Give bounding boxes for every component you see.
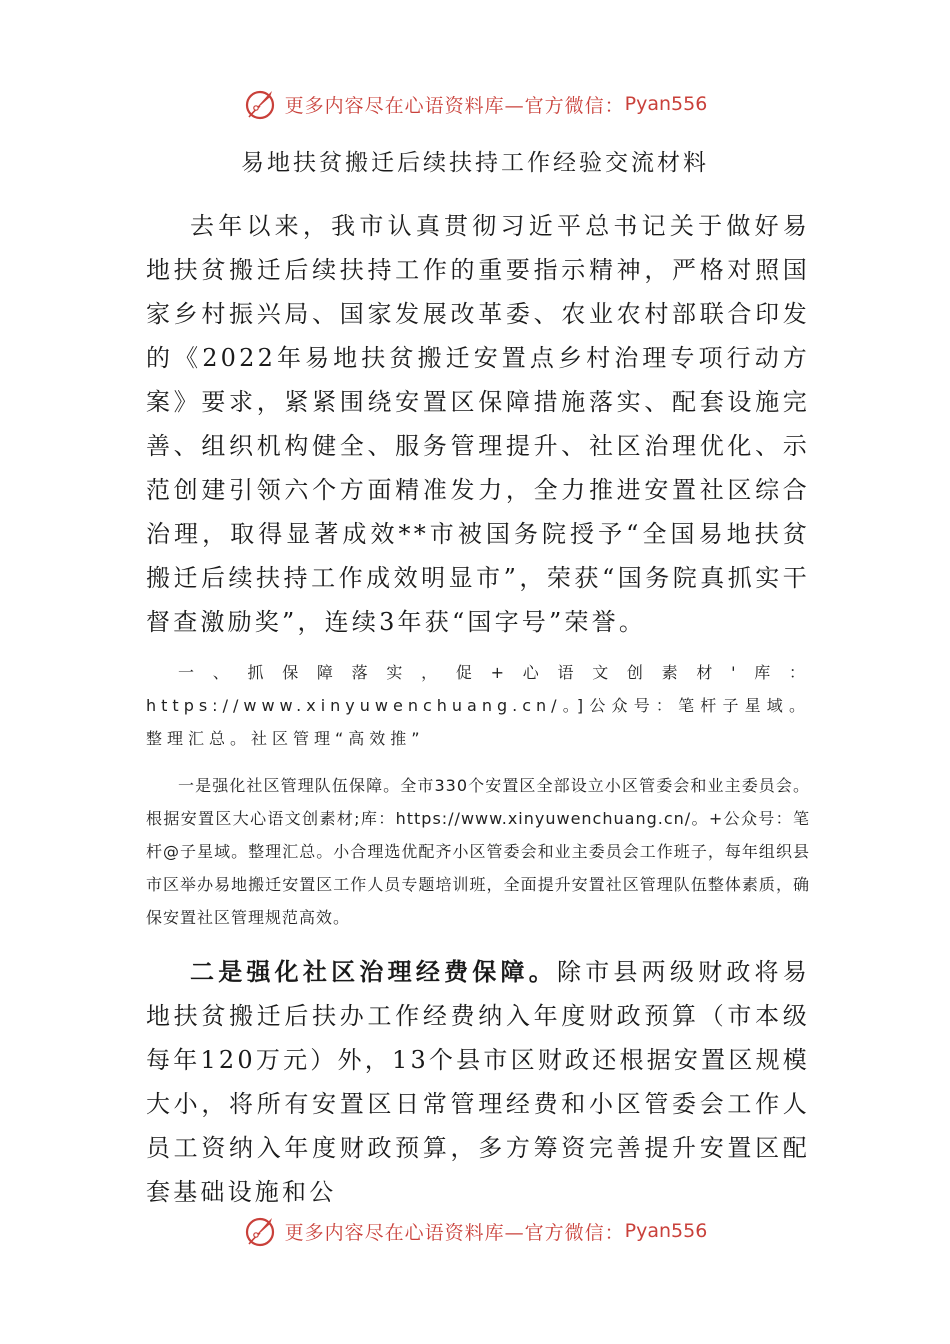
watermark-wechat-id: Pyan556	[624, 93, 708, 115]
watermark-text: 更多内容尽在心语资料库—官方微信：	[284, 1221, 625, 1244]
paragraph-item-two-lead: 二是强化社区治理经费保障。	[190, 957, 557, 986]
watermark-wechat-id: Pyan556	[624, 1220, 708, 1242]
watermark-footer	[0, 1209, 950, 1253]
paragraph-intro: 去年以来，我市认真贯彻习近平总书记关于做好易地扶贫搬迁后续扶持工作的重要指示精神，严格对照国家乡村振兴局、国家发展改革委、农业农村部联合印发的《2022年易地扶贫搬迁安置点乡村治理专项行动方案》要求，紧紧围绕安置区保障措施落实、配套设施完善、组织机构健全、服务管理提升、社区治理优化、示范创建引领六个方面精准发力，全力推进安置社区综合治理，取得显著成效**市被国务院授予“全国易地扶贫搬迁后续扶持工作成效明显市”，荣获“国务院真抓实干督查激励奖”，连续3年获“国字号”荣誉。	[146, 212, 810, 636]
paragraph-item-two-body: 除市县两级财政将易地扶贫搬迁后扶办工作经费纳入年度财政预算（市本级每年120万元）外，13个县市区财政还根据安置区规模大小，将所有安置区日常管理经费和小区管委会工作人员工资纳入年度财政预算，多方筹资完善提升安置区配套基础设施和公	[146, 958, 810, 1206]
paragraph-item-one: 一是强化社区管理队伍保障。全市330个安置区全部设立小区管委会和业主委员会。根据安置区大心语文创素材;库：https://www.xinyuwenchuang.cn/。+公众号：笔杆@子星域。整理汇总。小合理选优配齐小区管委会和业主委员会工作班子，每年组织县市区举办易地搬迁安置区工作人员专题培训班，全面提升安置社区管理队伍整体素质，确保安置社区管理规范高效。	[146, 776, 810, 927]
paragraph-item-two	[146, 950, 810, 1214]
watermark-text: 更多内容尽在心语资料库—官方微信：	[284, 94, 625, 117]
document-title: 易地扶贫搬迁后续扶持工作经验交流材料	[241, 150, 709, 176]
quill-logo-icon	[243, 1213, 279, 1249]
paragraph-section-one: 一、抓保障落实，促+心语文创素材'库：https://www.xinyuwenchuang.cn/。]公众号：笔杆子星域。整理汇总。社区管理“高效推”	[146, 663, 810, 748]
quill-logo-icon	[243, 86, 279, 122]
watermark-header	[0, 82, 950, 126]
